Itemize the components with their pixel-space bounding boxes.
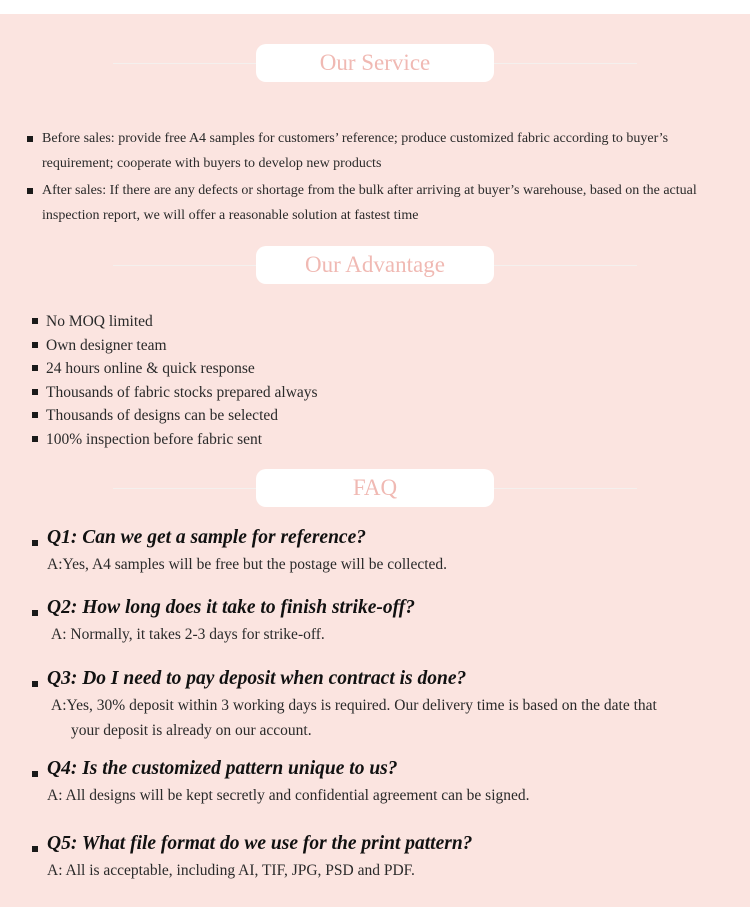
faq-question: Q4: Is the customized pattern unique to us?: [47, 758, 398, 779]
advantage-item-text: No MOQ limited: [46, 313, 153, 330]
header-divider: [113, 63, 258, 64]
bullet-square-icon: [32, 412, 38, 418]
advantage-list: [0, 310, 700, 451]
faq-answer: A: All is acceptable, including AI, TIF, JPG, PSD and PDF.: [47, 862, 415, 879]
faq-answer: A: All designs will be kept secretly and confidential agreement can be signed.: [47, 787, 530, 804]
list-item: [0, 357, 700, 381]
service-item-text: After sales: If there are any defects or shortage from the bulk after arriving at buyer’s warehouse, based on the actual: [42, 183, 697, 198]
faq-question: Q2: How long does it take to finish strike-off?: [47, 597, 415, 618]
list-item: [0, 334, 700, 358]
faq-answer: A:Yes, 30% deposit within 3 working days is required. Our delivery time is based on the date that: [51, 697, 657, 714]
bullet-square-icon: [32, 436, 38, 442]
bullet-square-icon: [27, 188, 33, 194]
list-item: [0, 381, 700, 405]
faq-answer-cont: your deposit is already on our account.: [71, 722, 312, 739]
advantage-item-text: 100% inspection before fabric sent: [46, 430, 263, 448]
header-divider: [492, 63, 637, 64]
header-divider: [492, 265, 637, 266]
faq-question: Q3: Do I need to pay deposit when contract is done?: [47, 668, 467, 689]
section-title-advantage: Our Advantage: [256, 246, 494, 284]
section-header-faq: [0, 469, 750, 509]
faq-question: Q1: Can we get a sample for reference?: [47, 527, 366, 548]
service-item-text-cont: inspection report, we will offer a reasonable solution at fastest time: [42, 208, 419, 223]
service-item-text-cont: requirement; cooperate with buyers to develop new products: [42, 156, 382, 171]
bullet-square-icon: [32, 342, 38, 348]
list-item: [0, 310, 700, 334]
faq-answer-block: [51, 693, 701, 743]
bullet-square-icon: [32, 771, 38, 777]
service-list: [0, 126, 740, 228]
section-title-faq: FAQ: [256, 469, 494, 507]
list-item: [0, 126, 740, 176]
section-title-service: Our Service: [256, 44, 494, 82]
header-divider: [113, 488, 258, 489]
faq-answer: A: Normally, it takes 2-3 days for strike-off.: [51, 626, 325, 643]
section-header-advantage: [0, 246, 750, 286]
service-item-text: Before sales: provide free A4 samples for customers’ reference; produce customized fabric according to buyer’s: [42, 131, 669, 146]
bullet-square-icon: [27, 136, 33, 142]
advantage-item-text: Thousands of designs can be selected: [46, 407, 279, 424]
header-divider: [113, 265, 258, 266]
faq-answer: A:Yes, A4 samples will be free but the postage will be collected.: [47, 556, 448, 573]
bullet-square-icon: [32, 389, 38, 395]
bullet-square-icon: [32, 610, 38, 616]
bullet-square-icon: [32, 365, 38, 371]
list-item: [0, 178, 740, 228]
section-header-service: [0, 44, 750, 84]
advantage-item-text: 24 hours online & quick response: [46, 360, 255, 377]
header-divider: [492, 488, 637, 489]
list-item: [0, 428, 700, 452]
list-item: [0, 404, 700, 428]
bullet-square-icon: [32, 681, 38, 687]
bullet-square-icon: [32, 846, 38, 852]
bullet-square-icon: [32, 540, 38, 546]
advantage-item-text: Thousands of fabric stocks prepared always: [46, 383, 318, 401]
advantage-item-text: Own designer team: [46, 336, 167, 354]
faq-question: Q5: What file format do we use for the print pattern?: [47, 833, 473, 854]
bullet-square-icon: [32, 318, 38, 324]
